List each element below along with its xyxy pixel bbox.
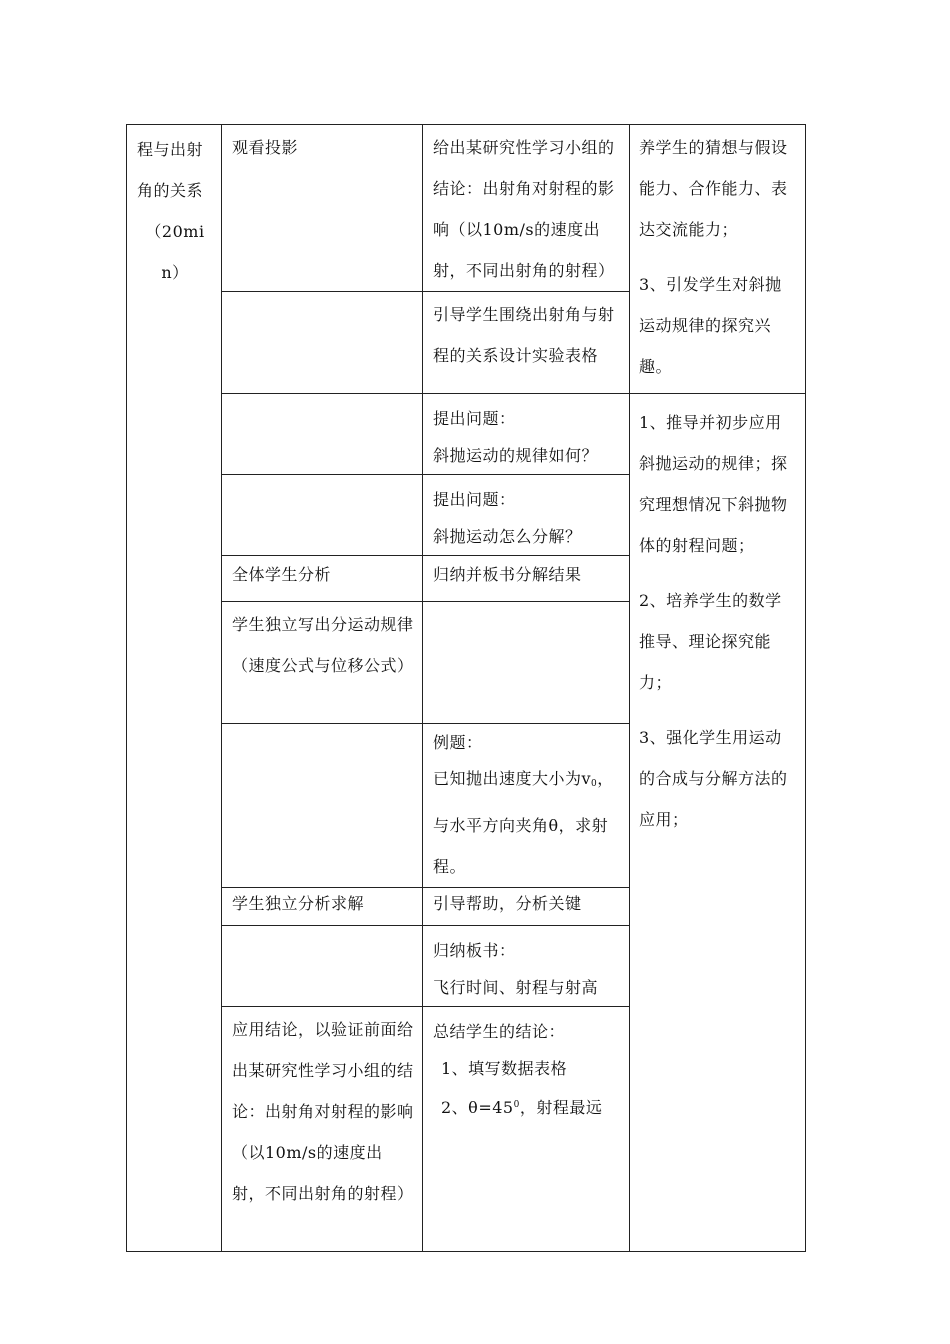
student-activity-text: [222, 926, 422, 928]
conclusion-text-start: 2、θ=45: [441, 1098, 514, 1117]
teacher-activity-text: 引导学生围绕出射角与射程的关系设计实验表格: [433, 305, 615, 365]
teacher-activity-cell: [423, 292, 630, 394]
student-activity-text: 全体学生分析: [232, 565, 332, 584]
teacher-activity-line: 提出问题：: [433, 490, 516, 509]
design-intent-paragraph: 3、强化学生用运动的合成与分解方法的应用；: [639, 728, 788, 829]
stage-cell: [127, 125, 222, 1252]
example-label: 例题：: [433, 733, 483, 752]
design-intent-paragraph: 1、推导并初步应用斜抛运动的规律；探究理想情况下斜抛物体的射程问题；: [639, 413, 788, 555]
design-intent-cell: [630, 125, 806, 394]
teacher-activity-cell: [423, 1007, 630, 1252]
table-row: [127, 394, 806, 475]
teacher-activity-cell: [423, 602, 630, 724]
stage-duration: （20min）: [145, 222, 205, 282]
teacher-activity-line: 斜抛运动的规律如何？: [433, 446, 599, 465]
teacher-activity-cell: [423, 125, 630, 292]
student-activity-cell: [222, 556, 423, 602]
student-activity-text: [222, 292, 422, 294]
teacher-activity-line: 斜抛运动怎么分解？: [433, 527, 582, 546]
student-activity-text: [222, 475, 422, 477]
conclusion-item: 1、填写数据表格: [441, 1059, 568, 1078]
student-activity-cell: [222, 926, 423, 1007]
teacher-activity-cell: [423, 888, 630, 926]
teacher-activity-text: 归纳并板书分解结果: [433, 565, 582, 584]
teacher-activity-cell: [423, 926, 630, 1007]
superscript-zero: 0: [513, 1100, 520, 1110]
student-activity-cell: [222, 394, 423, 475]
teacher-activity-cell: [423, 394, 630, 475]
student-activity-text: 学生独立分析求解: [232, 894, 365, 913]
teacher-activity-text: [423, 602, 629, 604]
student-activity-text: 观看投影: [232, 138, 299, 157]
teacher-activity-text: 引导帮助，分析关键: [433, 894, 582, 913]
teacher-activity-line: 提出问题：: [433, 409, 516, 428]
conclusion-label: 总结学生的结论：: [433, 1022, 566, 1041]
design-intent-paragraph: 2、培养学生的数学推导、理论探究能力；: [639, 591, 782, 692]
stage-title: 程与出射角的关系: [137, 140, 204, 200]
teacher-activity-line: 飞行时间、射程与射高: [433, 978, 599, 997]
student-activity-cell: [222, 888, 423, 926]
design-intent-paragraph: 养学生的猜想与假设能力、合作能力、表达交流能力；: [639, 138, 788, 239]
student-activity-text: [222, 724, 422, 726]
example-problem: [433, 758, 621, 887]
conclusion-item: [433, 1087, 621, 1126]
subscript-zero: 0: [591, 779, 598, 789]
table-row: [127, 125, 806, 292]
example-text-end: ，与水平方向夹角θ，求射程。: [433, 769, 614, 876]
student-activity-cell: [222, 724, 423, 888]
teacher-activity-cell: [423, 556, 630, 602]
student-activity-cell: [222, 602, 423, 724]
student-activity-cell: [222, 1007, 423, 1252]
teacher-activity-cell: [423, 475, 630, 556]
student-activity-text: [222, 394, 422, 396]
student-activity-cell: [222, 125, 423, 292]
student-activity-text: 学生独立写出分运动规律（速度公式与位移公式）: [232, 615, 414, 675]
teacher-activity-text: 给出某研究性学习小组的结论：出射角对射程的影响（以10m/s的速度出射，不同出射角的射程）: [433, 138, 615, 280]
example-text-start: 已知抛出速度大小为v: [433, 769, 592, 788]
design-intent-cell: [630, 394, 806, 1252]
teacher-activity-line: 归纳板书：: [433, 941, 516, 960]
lesson-plan-table: [126, 124, 806, 1252]
student-activity-cell: [222, 292, 423, 394]
conclusion-text-end: ，射程最远: [519, 1098, 603, 1117]
student-activity-cell: [222, 475, 423, 556]
student-activity-text: 应用结论，以验证前面给出某研究性学习小组的结论：出射角对射程的影响（以10m/s的速度出射，不同出射角的射程）: [232, 1020, 414, 1203]
design-intent-paragraph: 3、引发学生对斜抛运动规律的探究兴趣。: [639, 275, 782, 376]
teacher-activity-cell: [423, 724, 630, 888]
